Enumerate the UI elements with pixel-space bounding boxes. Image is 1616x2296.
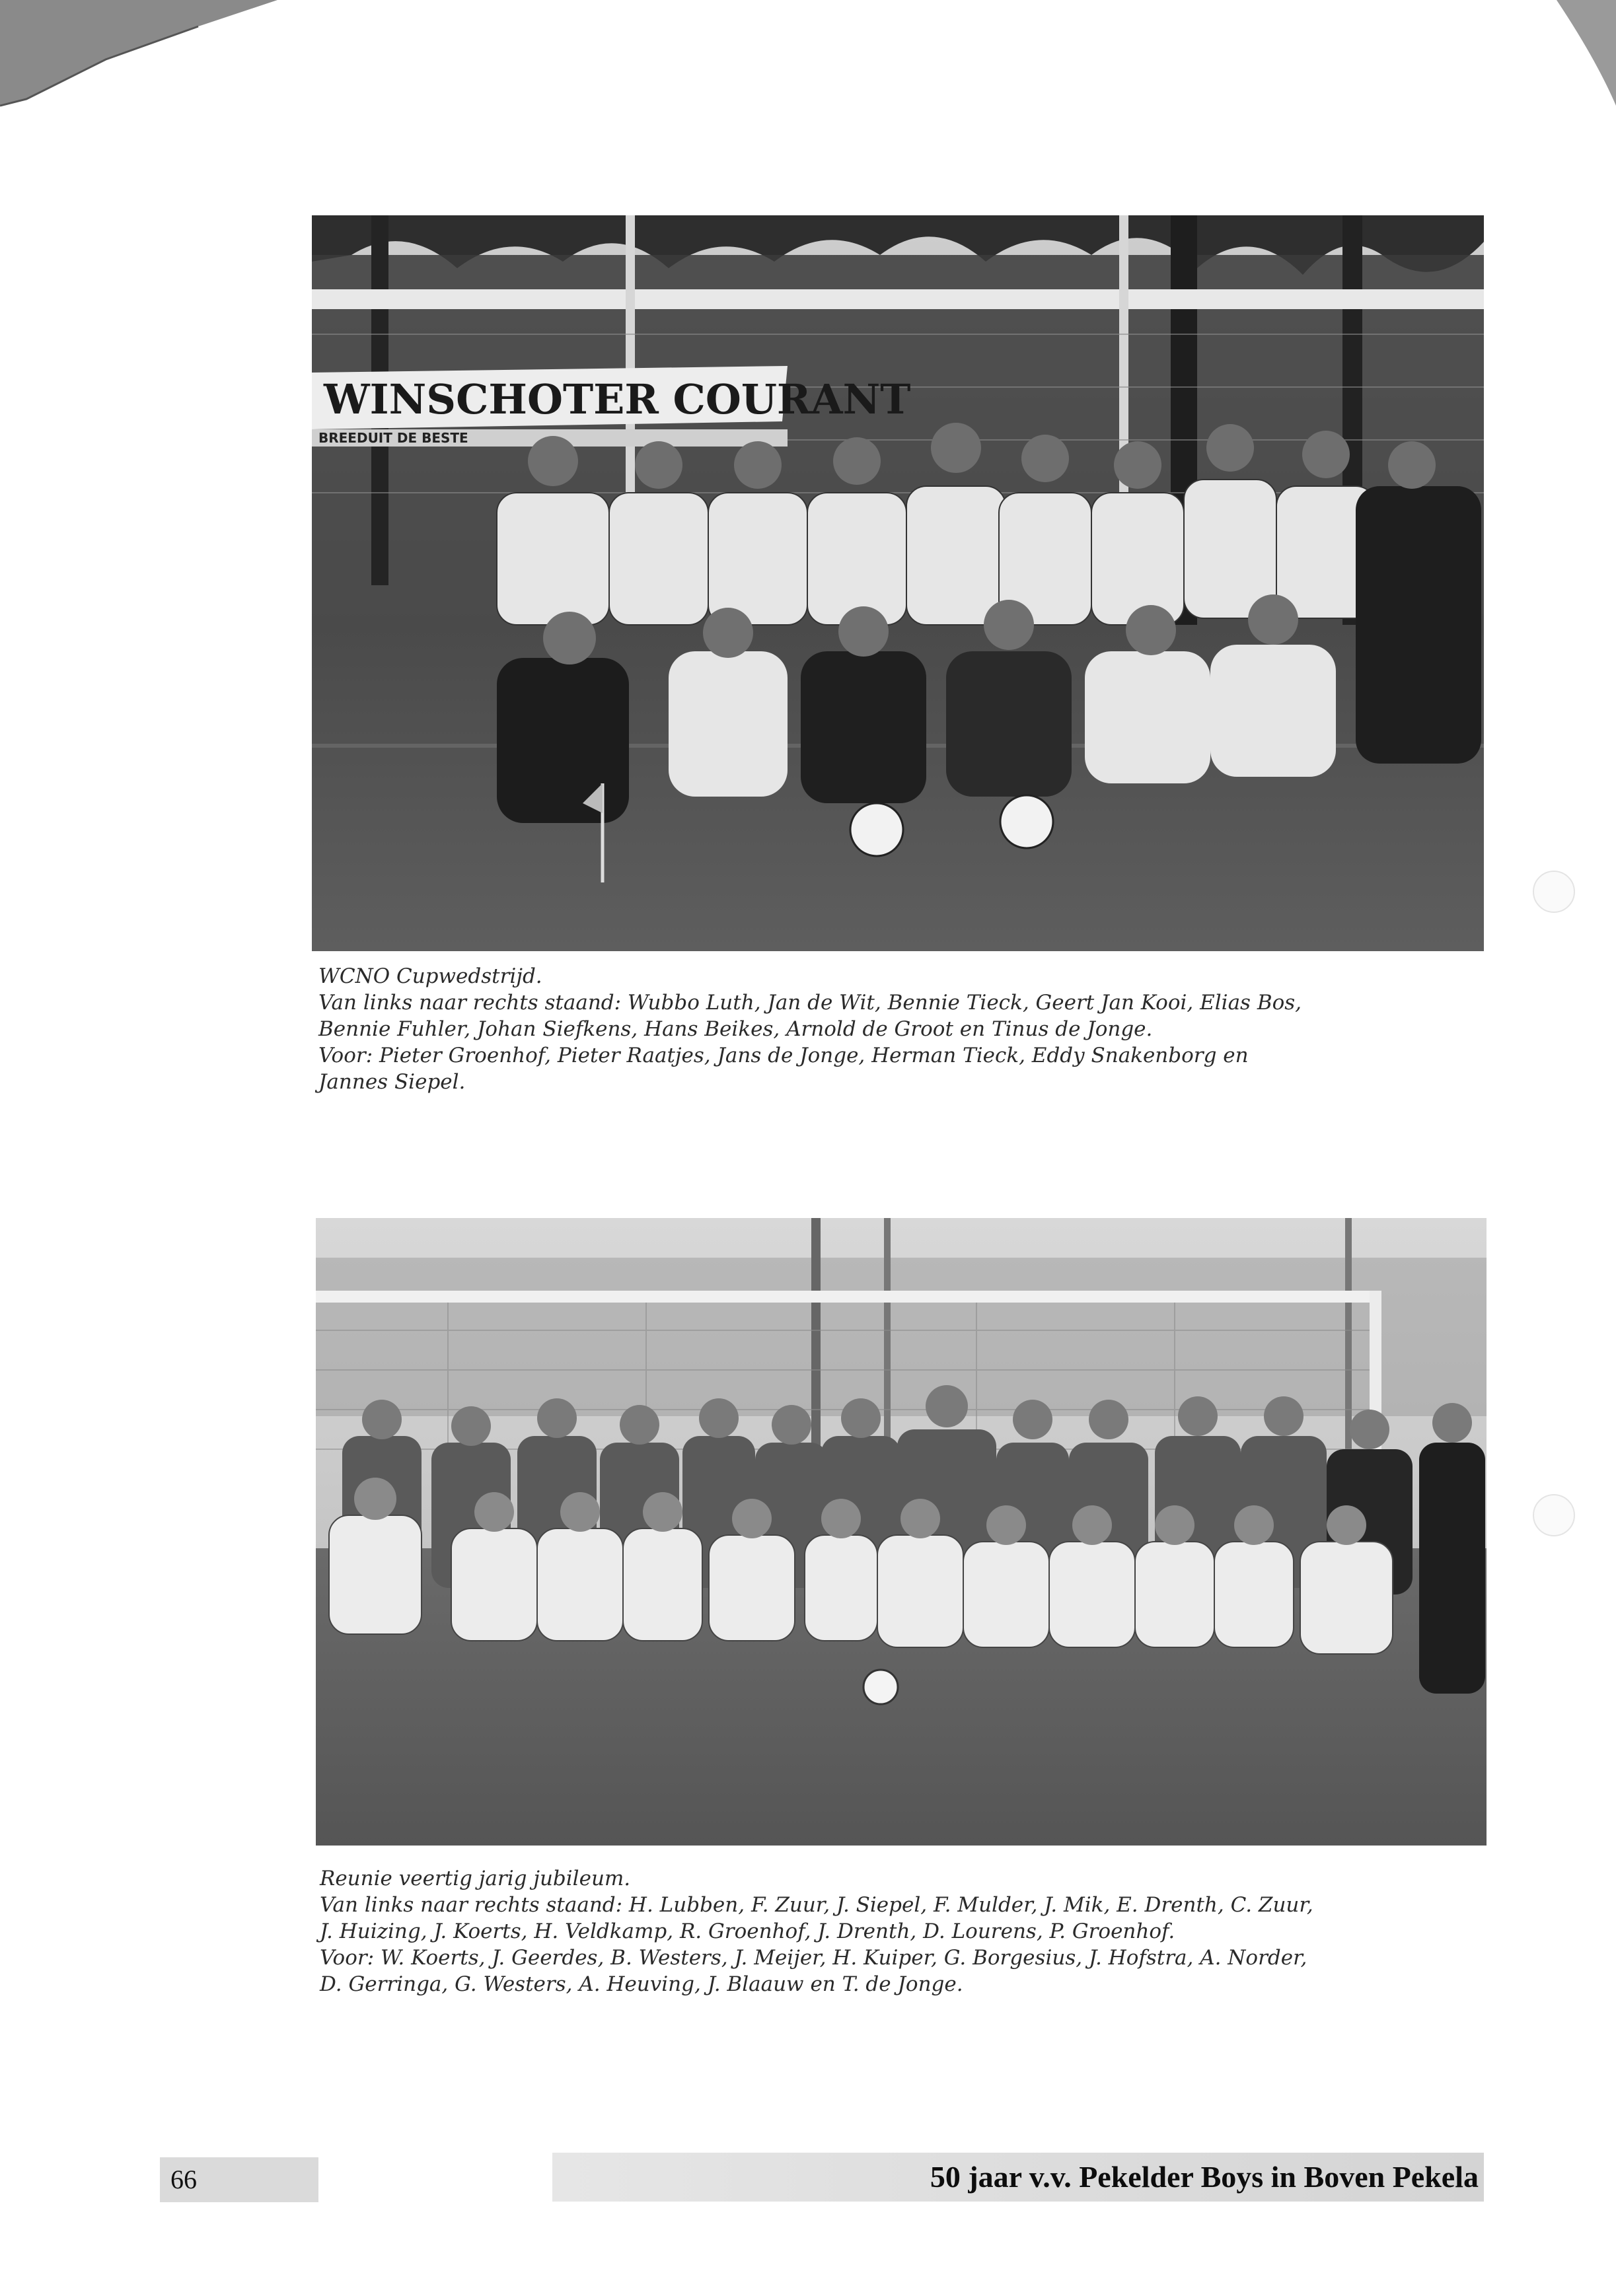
caption-line: Van links naar rechts staand: Wubbo Luth, Jan de Wit, Bennie Tieck, Geert Jan Kooi, Elias Bos, [318, 991, 1302, 1015]
punch-hole [1533, 871, 1575, 913]
banner-text: WINSCHOTER COURANT [324, 375, 911, 423]
caption-line: Jannes Siepel. [318, 1070, 466, 1094]
running-title: 50 jaar v.v. Pekelder Boys in Boven Pekela [552, 2153, 1484, 2202]
page-number: 66 [160, 2157, 318, 2202]
caption-line: Reunie veertig jarig jubileum. [320, 1867, 631, 1890]
punch-hole [1533, 1494, 1575, 1536]
scan-edge-artifact [0, 0, 277, 112]
caption-line: J. Huizing, J. Koerts, H. Veldkamp, R. Groenhof, J. Drenth, D. Lourens, P. Groenhof. [320, 1919, 1175, 1943]
caption-line: Voor: Pieter Groenhof, Pieter Raatjes, Jans de Jonge, Herman Tieck, Eddy Snakenborg en [318, 1044, 1249, 1067]
caption-line: Voor: W. Koerts, J. Geerdes, B. Westers, J. Meijer, H. Kuiper, G. Borgesius, J. Hofstra, A. Norder, [320, 1946, 1307, 1970]
caption-line: WCNO Cupwedstrijd. [318, 964, 542, 988]
team-photo-reunie [316, 1218, 1487, 1846]
caption-line: Van links naar rechts staand: H. Lubben, F. Zuur, J. Siepel, F. Mulder, J. Mik, E. Drenth, C. Zuur, [320, 1893, 1313, 1917]
photo-caption-reunie [320, 1865, 1313, 1997]
photo-caption-wcno-cup [318, 963, 1302, 1095]
caption-line: Bennie Fuhler, Johan Siefkens, Hans Beikes, Arnold de Groot en Tinus de Jonge. [318, 1017, 1153, 1041]
banner-slogan: BREEDUIT DE BESTE [318, 430, 468, 446]
scan-edge-artifact [1557, 0, 1616, 106]
caption-line: D. Gerringa, G. Westers, A. Heuving, J. Blaauw en T. de Jonge. [320, 1972, 963, 1996]
team-photo-wcno-cup [312, 215, 1484, 951]
